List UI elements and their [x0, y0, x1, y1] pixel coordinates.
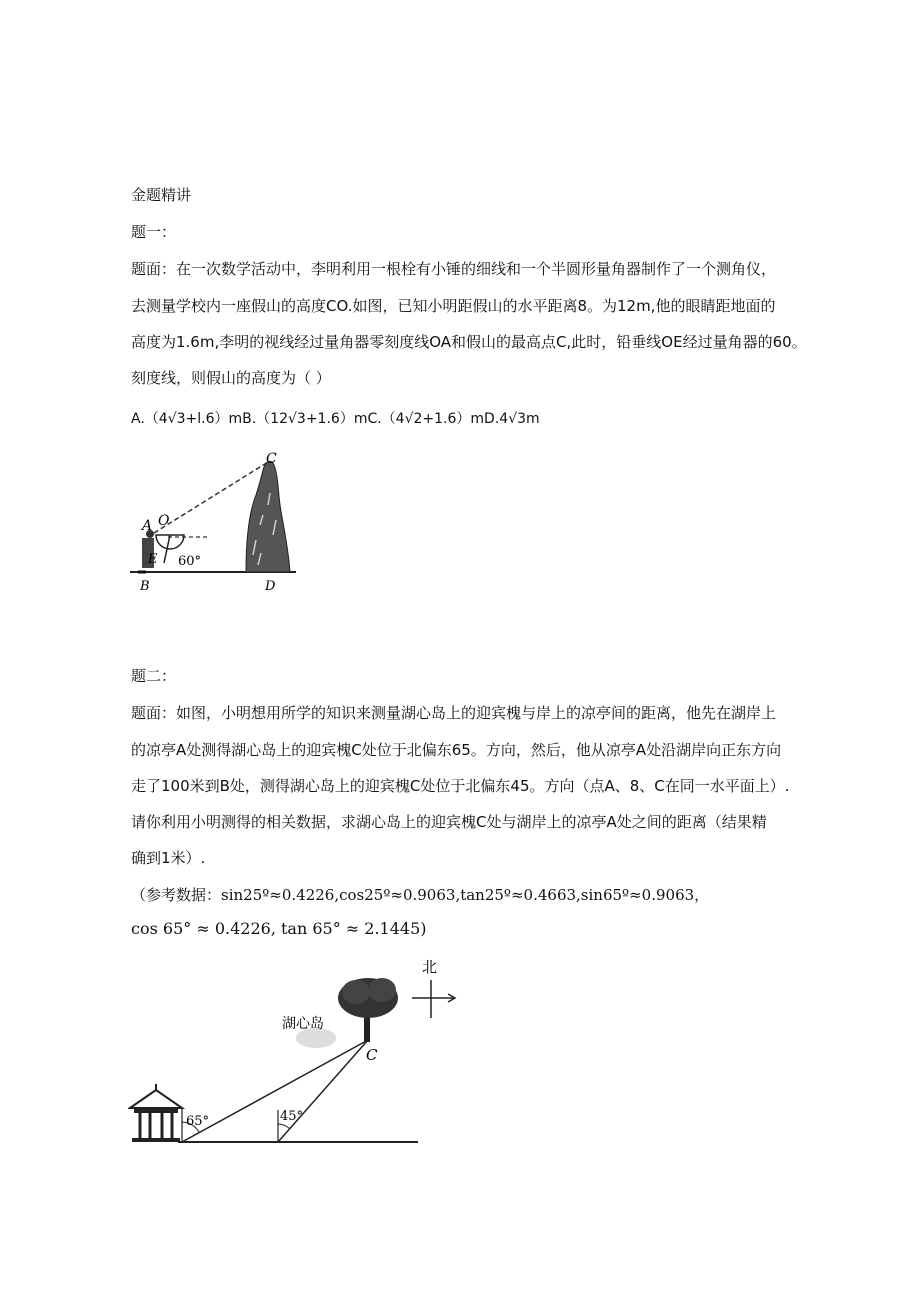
q2-line-2: 的凉亭A处测得湖心岛上的迎宾槐C处位于北偏东65。方向，然后，他从凉亭A处沿湖岸向正东方向 [131, 741, 782, 759]
label-A: A [142, 518, 153, 534]
q2-title: 题二： [131, 667, 177, 685]
label-B: B [140, 579, 150, 593]
label-C: C [266, 451, 277, 467]
q2-line-1: 题面：如图，小明想用所学的知识来测量湖心岛上的迎宾槐与岸上的凉亭间的距离，他先在湖岸上 [131, 704, 777, 722]
q2-line-3: 走了100米到B处，测得湖心岛上的迎宾槐C处位于北偏东45。方向（点A、8、C在同一水平面上）. [131, 777, 790, 795]
q1-figure [128, 445, 308, 593]
q1-options: A.（4√3+l.6）mB.（12√3+1.6）mC.（4√2+1.6）mD.4√3m [131, 411, 540, 427]
q2-line-4: 请你利用小明测得的相关数据，求湖心岛上的迎宾槐C处与湖岸上的凉亭A处之间的距离（结果精 [131, 813, 767, 831]
label-angle-60: 60° [178, 554, 202, 569]
q2-reference-data-2: cos 65° ≈ 0.4226, tan 65° ≈ 2.1445) [131, 919, 427, 938]
label-angle-65: 65° [186, 1114, 210, 1129]
label-angle-45: 45° [280, 1109, 304, 1124]
q1-line-4: 刻度线，则假山的高度为（ ） [131, 369, 331, 387]
label-C-point: C [366, 1046, 378, 1064]
q1-line-3: 高度为1.6m,李明的视线经过量角器零刻度线OA和假山的最高点C,此时，铅垂线OE经过量角器的60。 [131, 333, 807, 351]
section-heading: 金题精讲 [131, 186, 192, 204]
label-D: D [265, 579, 276, 593]
q1-line-1: 题面：在一次数学活动中，李明利用一根栓有小锤的细线和一个半圆形量角器制作了一个测角仪， [131, 260, 777, 278]
label-north: 北 [422, 958, 438, 976]
q1-title: 题一： [131, 223, 177, 241]
q2-reference-data-1: （参考数据：sin25º≈0.4226,cos25º≈0.9063,tan25º≈0.4663,sin65º≈0.9063， [131, 886, 710, 904]
q2-line-5: 确到1米）. [131, 849, 206, 867]
label-O: O [158, 513, 170, 529]
q2-figure [128, 950, 468, 1150]
label-E: E [148, 552, 158, 567]
q1-line-2: 去测量学校内一座假山的高度CO.如图，已知小明距假山的水平距离8。为12m,他的眼睛距地面的 [131, 297, 776, 315]
label-island: 湖心岛 [282, 1016, 324, 1032]
